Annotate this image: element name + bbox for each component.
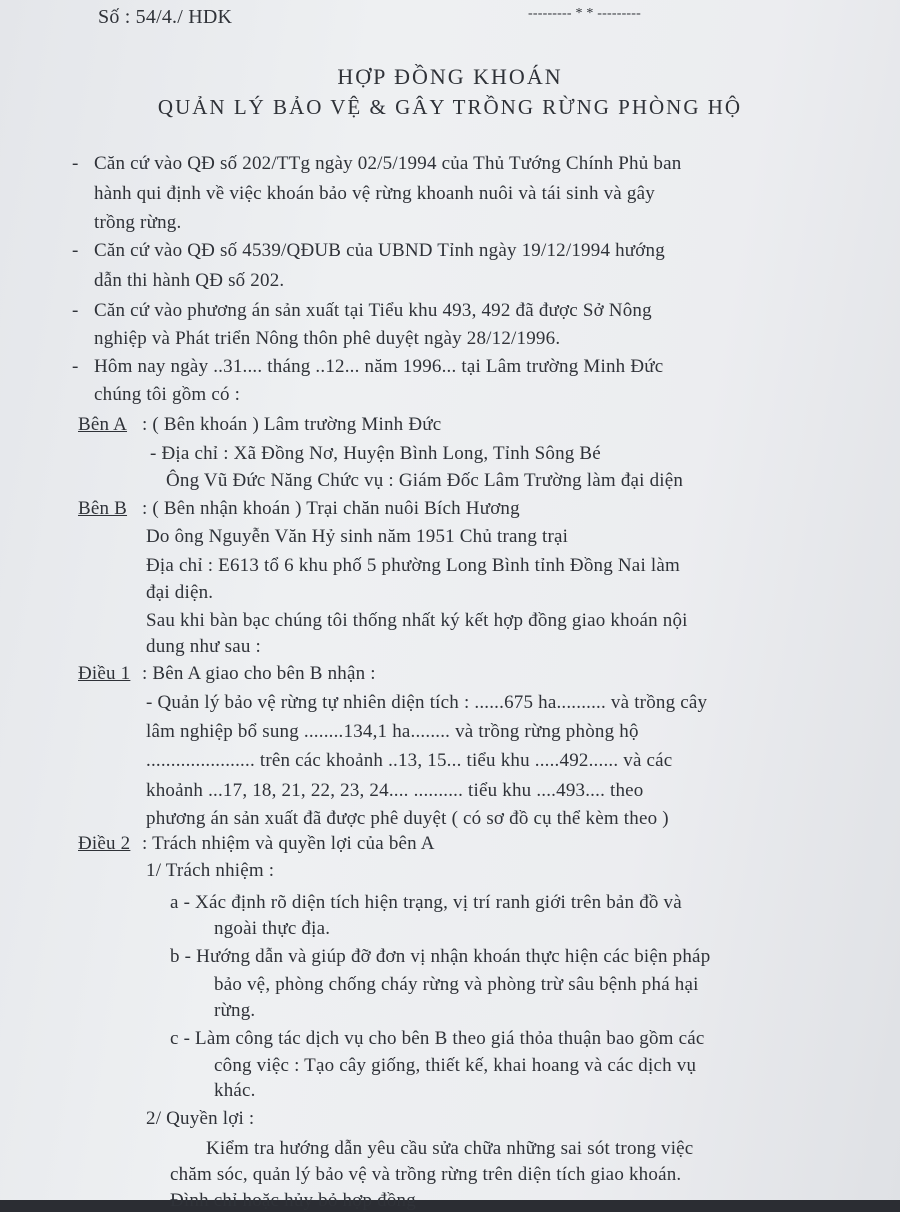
preamble-line: nghiệp và Phát triển Nông thôn phê duyệt ngày 28/12/1996.	[94, 328, 561, 349]
article-1-heading: : Bên A giao cho bên B nhận :	[142, 663, 376, 684]
article-2-right: Kiểm tra hướng dẫn yêu cầu sửa chữa những sai sót trong việc	[206, 1138, 694, 1159]
article-2-item: khác.	[214, 1080, 256, 1101]
bullet-dash: -	[72, 240, 79, 261]
party-b-label: Bên B	[78, 498, 128, 519]
article-1-line: khoảnh ...17, 18, 21, 22, 23, 24.... .......... tiểu khu ....493.... theo	[146, 780, 644, 801]
article-2-item: ngoài thực địa.	[214, 918, 331, 939]
preamble-line: Căn cứ vào phương án sản xuất tại Tiểu khu 493, 492 đã được Sở Nông	[94, 300, 652, 321]
party-b-representative: Do ông Nguyễn Văn Hỷ sinh năm 1951 Chủ trang trại	[146, 526, 569, 547]
article-2-right: Đình chỉ hoặc hủy bỏ hợp đồng	[170, 1190, 416, 1211]
preamble-line: chúng tôi gồm có :	[94, 384, 241, 405]
party-a-label: Bên A	[78, 414, 128, 435]
article-1-line: lâm nghiệp bổ sung ........134,1 ha........ và trồng rừng phòng hộ	[146, 721, 639, 742]
preamble-line: Căn cứ vào QĐ số 202/TTg ngày 02/5/1994 của Thủ Tướng Chính Phủ ban	[94, 153, 682, 174]
party-b-address: Địa chỉ : E613 tổ 6 khu phố 5 phường Long Bình tỉnh Đồng Nai làm	[146, 555, 680, 576]
document-subtitle: QUẢN LÝ BẢO VỆ & GÂY TRỒNG RỪNG PHÒNG HỘ	[157, 95, 743, 119]
article-2-right: chăm sóc, quản lý bảo vệ và trồng rừng trên diện tích giao khoán.	[170, 1164, 682, 1185]
article-2-item: b - Hướng dẫn và giúp đỡ đơn vị nhận khoán thực hiện các biện pháp	[170, 946, 711, 967]
header-mark: --------- * * ---------	[528, 6, 642, 21]
article-2-subheading: 1/ Trách nhiệm :	[146, 860, 275, 881]
article-1-line: - Quản lý bảo vệ rừng tự nhiên diện tích : ......675 ha.......... và trồng cây	[146, 692, 708, 713]
article-2-subheading: 2/ Quyền lợi :	[146, 1108, 255, 1129]
bullet-dash: -	[72, 300, 79, 321]
article-2-item: công việc : Tạo cây giống, thiết kế, khai hoang và các dịch vụ	[214, 1055, 697, 1076]
agreement-line: Sau khi bàn bạc chúng tôi thống nhất ký kết hợp đồng giao khoán nội	[146, 610, 688, 631]
preamble-line: Căn cứ vào QĐ số 4539/QĐUB của UBND Tỉnh ngày 19/12/1994 hướng	[94, 240, 665, 261]
preamble-line: Hôm nay ngày ..31.... tháng ..12... năm 1996... tại Lâm trường Minh Đức	[94, 356, 664, 377]
party-a-representative: Ông Vũ Đức Năng Chức vụ : Giám Đốc Lâm Trường làm đại diện	[166, 470, 684, 491]
preamble-line: dẫn thi hành QĐ số 202.	[94, 270, 285, 291]
article-2-label: Điều 2	[78, 833, 131, 854]
article-2-item: a - Xác định rõ diện tích hiện trạng, vị trí ranh giới trên bản đồ và	[170, 892, 682, 913]
party-a-address: - Địa chỉ : Xã Đồng Nơ, Huyện Bình Long, Tỉnh Sông Bé	[150, 443, 601, 464]
article-1-line: ...................... trên các khoảnh ..13, 15... tiểu khu .....492...... và các	[146, 750, 673, 771]
document-title: HỢP ĐỒNG KHOÁN	[337, 64, 563, 89]
article-1-line: phương án sản xuất đã được phê duyệt ( có sơ đồ cụ thể kèm theo )	[146, 808, 669, 829]
article-2-item: c - Làm công tác dịch vụ cho bên B theo giá thỏa thuận bao gồm các	[170, 1028, 705, 1049]
article-1-label: Điều 1	[78, 663, 131, 684]
bullet-dash: -	[72, 356, 79, 377]
party-b-line: : ( Bên nhận khoán ) Trại chăn nuôi Bích Hương	[142, 498, 520, 519]
party-a-line: : ( Bên khoán ) Lâm trường Minh Đức	[142, 414, 442, 435]
preamble-line: trồng rừng.	[94, 212, 182, 233]
party-b-address: đại diện.	[146, 582, 214, 603]
article-2-item: rừng.	[214, 1000, 256, 1021]
contract-number: Số : 54/4./ HDK	[98, 6, 233, 28]
article-2-item: bảo vệ, phòng chống cháy rừng và phòng trừ sâu bệnh phá hại	[214, 974, 699, 995]
article-2-heading: : Trách nhiệm và quyền lợi của bên A	[142, 833, 435, 854]
agreement-line: dung như sau :	[146, 636, 261, 657]
bullet-dash: -	[72, 153, 79, 174]
preamble-line: hành qui định về việc khoán bảo vệ rừng khoanh nuôi và tái sinh và gây	[94, 183, 655, 204]
